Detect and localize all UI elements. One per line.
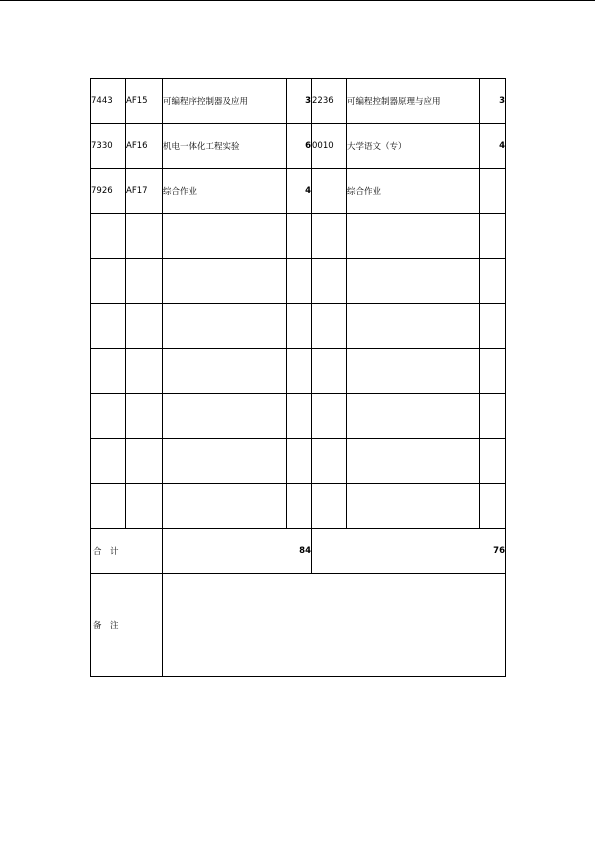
- replacement-course-code: 2236: [312, 79, 347, 124]
- original-course-id: [126, 439, 163, 484]
- summary-body: [91, 529, 506, 677]
- original-course-code: [91, 214, 126, 259]
- original-course-code: 7926: [91, 169, 126, 214]
- replacement-course-code: [312, 394, 347, 439]
- course-row: [91, 349, 506, 394]
- course-row: [91, 304, 506, 349]
- total-label-text: 合 计: [93, 547, 119, 557]
- replacement-course-name: 大学语文（专）: [347, 124, 480, 169]
- original-course-credit: [287, 394, 312, 439]
- course-row: [91, 439, 506, 484]
- original-course-name: [163, 349, 287, 394]
- original-course-credit: [287, 439, 312, 484]
- course-row: [91, 169, 506, 214]
- original-course-id: AF16: [126, 124, 163, 169]
- replacement-course-name: [347, 349, 480, 394]
- course-row: [91, 79, 506, 124]
- original-course-name: [163, 214, 287, 259]
- replacement-course-credit: 4: [480, 124, 506, 169]
- replacement-course-credit: [480, 439, 506, 484]
- page-top-rule: [0, 0, 595, 1]
- original-course-name: [163, 304, 287, 349]
- original-course-name: [163, 484, 287, 529]
- remarks-label-text: 备 注: [93, 621, 119, 631]
- replacement-course-credit: [480, 484, 506, 529]
- course-row: [91, 484, 506, 529]
- replacement-course-code: [312, 214, 347, 259]
- replacement-course-code: [312, 349, 347, 394]
- original-course-code: [91, 349, 126, 394]
- replacement-course-name: 可编程控制器原理与应用: [347, 79, 480, 124]
- course-table-body: [91, 79, 506, 529]
- original-course-id: [126, 214, 163, 259]
- original-course-code: [91, 484, 126, 529]
- replacement-course-code: [312, 169, 347, 214]
- original-course-code: 7443: [91, 79, 126, 124]
- remarks-label: [91, 574, 163, 677]
- replacement-course-code: 0010: [312, 124, 347, 169]
- replacement-course-name: [347, 214, 480, 259]
- original-course-id: [126, 304, 163, 349]
- replacement-course-credit: [480, 394, 506, 439]
- replacement-course-name: [347, 259, 480, 304]
- replacement-course-code: [312, 484, 347, 529]
- replacement-course-credit: 3: [480, 79, 506, 124]
- course-row: [91, 394, 506, 439]
- replacement-course-credit: [480, 304, 506, 349]
- original-course-id: [126, 259, 163, 304]
- original-course-name: 可编程序控制器及应用: [163, 79, 287, 124]
- original-course-name: [163, 259, 287, 304]
- original-course-id: [126, 394, 163, 439]
- original-course-id: AF15: [126, 79, 163, 124]
- remarks-row: [91, 574, 506, 677]
- course-row: [91, 259, 506, 304]
- total-label: [91, 529, 163, 574]
- replacement-course-code: [312, 439, 347, 484]
- original-course-credit: [287, 304, 312, 349]
- replacement-course-name: [347, 484, 480, 529]
- remarks-content: [163, 574, 506, 677]
- replacement-course-name: [347, 439, 480, 484]
- replacement-course-code: [312, 304, 347, 349]
- original-course-id: [126, 349, 163, 394]
- total-row: [91, 529, 506, 574]
- original-course-code: 7330: [91, 124, 126, 169]
- original-course-name: [163, 394, 287, 439]
- original-course-name: 综合作业: [163, 169, 287, 214]
- original-course-credit: [287, 484, 312, 529]
- original-course-name: 机电一体化工程实验: [163, 124, 287, 169]
- course-row: [91, 214, 506, 259]
- total-right-value: 76: [312, 529, 506, 574]
- original-course-id: AF17: [126, 169, 163, 214]
- replacement-course-code: [312, 259, 347, 304]
- replacement-course-name: 综合作业: [347, 169, 480, 214]
- replacement-course-credit: [480, 214, 506, 259]
- replacement-course-name: [347, 394, 480, 439]
- original-course-credit: 6: [287, 124, 312, 169]
- original-course-credit: 4: [287, 169, 312, 214]
- original-course-code: [91, 304, 126, 349]
- original-course-credit: 3: [287, 79, 312, 124]
- original-course-code: [91, 394, 126, 439]
- original-course-credit: [287, 349, 312, 394]
- original-course-code: [91, 439, 126, 484]
- original-course-name: [163, 439, 287, 484]
- replacement-course-credit: [480, 259, 506, 304]
- replacement-course-credit: [480, 169, 506, 214]
- original-course-credit: [287, 259, 312, 304]
- replacement-course-credit: [480, 349, 506, 394]
- total-left-value: 84: [163, 529, 312, 574]
- original-course-id: [126, 484, 163, 529]
- course-credit-table: [90, 78, 506, 677]
- original-course-code: [91, 259, 126, 304]
- replacement-course-name: [347, 304, 480, 349]
- course-row: [91, 124, 506, 169]
- original-course-credit: [287, 214, 312, 259]
